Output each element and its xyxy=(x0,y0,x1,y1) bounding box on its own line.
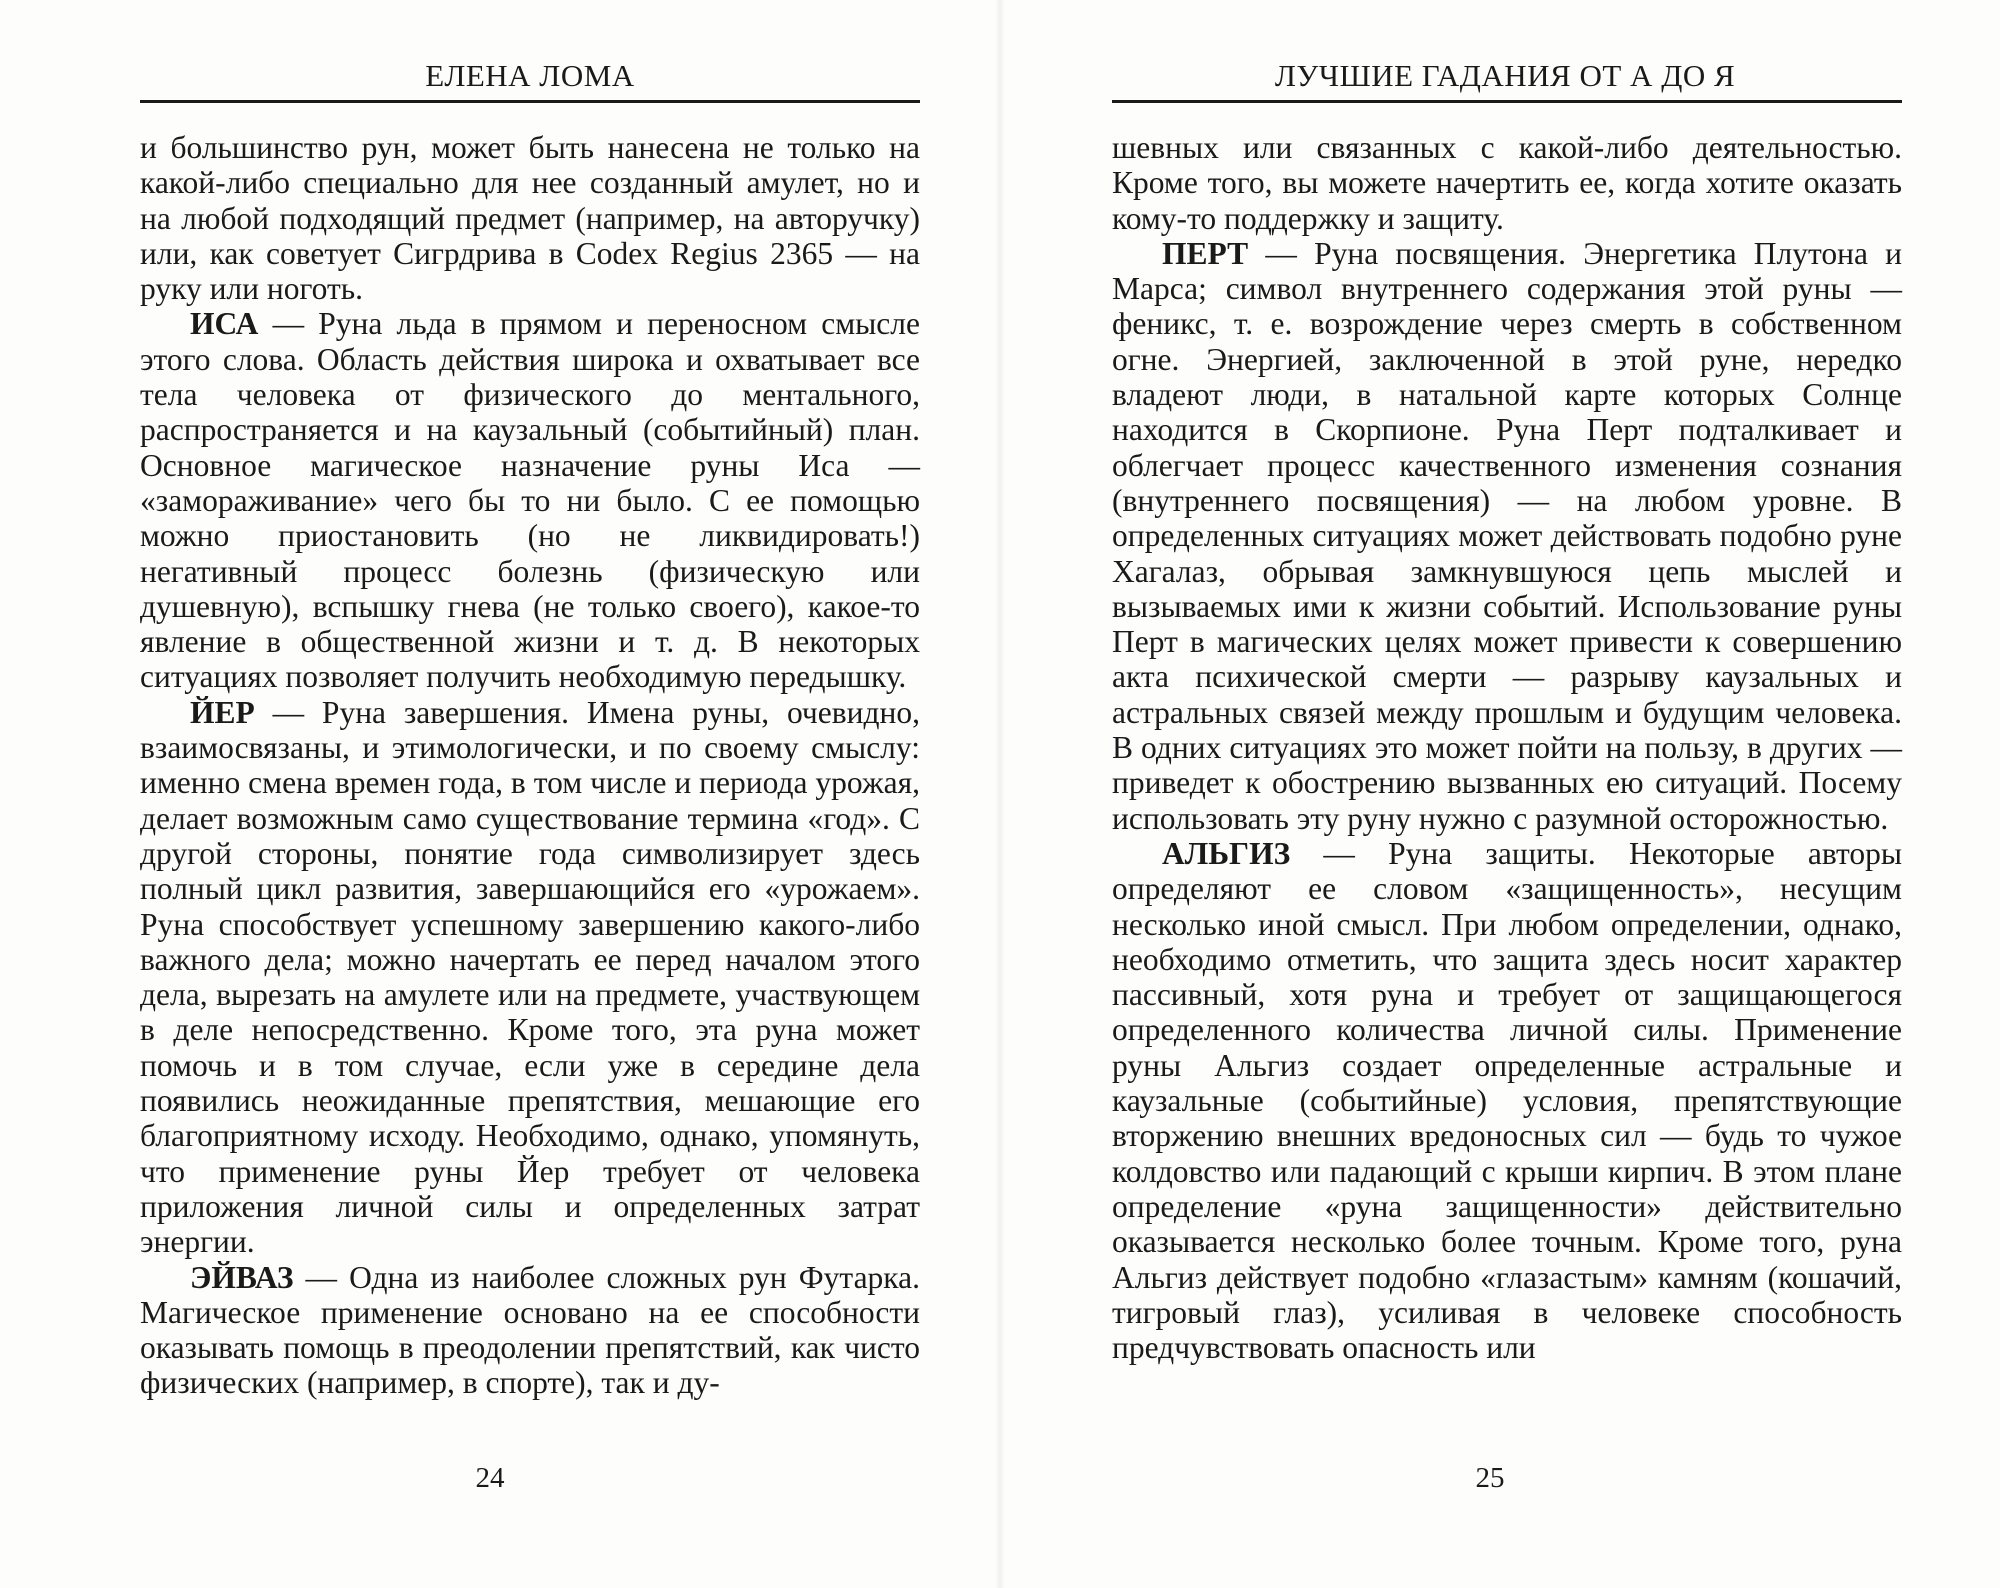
page-number: 25 xyxy=(1475,1462,1505,1494)
header-rule xyxy=(140,100,920,103)
body-text xyxy=(1112,130,1902,1365)
header-rule xyxy=(1112,100,1902,103)
paragraph-jer xyxy=(140,695,920,1260)
paragraph-text: — Руна посвящения. Энергетика Плутона и Марса; символ внутреннего содержания этой руны — феникс, т. е. возрождение через смерть в собственном огне. Энергией, заключенной в этой руне, нередко владеют люди, в натальной карте которых Солнце находится в Скорпионе. Руна Перт подталкивает и облегчает процесс качественного изменения сознания (внутреннего посвящения) — на любом уровне. В определенных ситуациях может действовать подобно руне Хагалаз, обрывая замкнувшуюся цепь мыслей и вызываемых ими к жизни событий. Использование руны Перт в магических целях может привести к совершению акта психической смерти — разрыву каузальных и астральных связей между прошлым и будущим человека. В одних ситуациях это может пойти на пользу, в других — приведет к обострению вызванных ею ситуаций. Посему использовать эту руну нужно с разумной осторожностью. xyxy=(1112,235,1902,836)
running-head-title: ЛУЧШИЕ ГАДАНИЯ ОТ А ДО Я xyxy=(1274,58,1736,93)
paragraph-text: — Руна завершения. Имена руны, очевидно, взаимосвязаны, и этимологически, и по своему смыслу: именно смена времен года, в том числе и периода урожая, делает возможным само существование термина «год». С другой стороны, понятие года символизирует здесь полный цикл развития, завершающийся его «урожаем». Руна способствует успешному завершению какого-либо важного дела; можно начертать ее перед началом этого дела, вырезать на амулете или на предмете, участвующем в деле непосредственно. Кроме того, эта руна может помочь и в том случае, если уже в середине дела появились неожиданные препятствия, мешающие его благоприятному исходу. Необходимо, однако, упомянуть, что применение руны Йер требует от человека приложения личной силы и определенных затрат энергии. xyxy=(140,694,920,1260)
paragraph-text: — Руна защиты. Некоторые авторы определяют ее словом «защищенность», несущим несколько иной смысл. При любом определении, однако, необходимо отметить, что защита здесь носит характер пассивный, хотя руна и требует от защищающегося определенного количества личной силы. Применение руны Альгиз создает определенные астральные и каузальные (событийные) условия, препятствующие вторжению внешних вредоносных сил — будь то чужое колдовство или падающий с крыши кирпич. В этом плане определение «руна защищенности» действительно оказывается несколько более точным. Кроме того, руна Альгиз действует подобно «глазастым» камням (кошачий, тигровый глаз), усиливая в человеке способность предчувствовать опасность или xyxy=(1112,835,1902,1366)
paragraph-pert xyxy=(1112,236,1902,836)
paragraph-continuation xyxy=(1112,130,1902,236)
paragraph-eihwaz xyxy=(140,1260,920,1401)
right-page xyxy=(1000,0,2000,1588)
paragraph-text: — Одна из наиболее сложных рун Футарка. Магическое применение основано на ее способности оказывать помощь в преодолении препятствий, как чисто физических (например, в спорте), так и ду- xyxy=(140,1259,920,1401)
rune-term-pert: ПЕРТ xyxy=(1162,235,1249,271)
body-text xyxy=(140,130,920,1401)
paragraph-text: — Руна льда в прямом и переносном смысле этого слова. Область действия широка и охватывает все тела человека от физического до ментального, распространяется и на каузальный (событийный) план. Основное магическое назначение руны Иса — «замораживание» чего бы то ни было. С ее помощью можно приостановить (но не ликвидировать!) негативный процесс болезнь (физическую или душевную), вспышку гнева (не только своего), какое-то явление в общественной жизни и т. д. В некоторых ситуациях позволяет получить необходимую передышку. xyxy=(140,306,920,695)
paragraph-algiz xyxy=(1112,836,1902,1365)
rune-term-eihwaz: ЭЙВАЗ xyxy=(190,1259,294,1295)
rune-term-algiz: АЛЬГИЗ xyxy=(1162,835,1291,871)
paragraph-text: и большинство рун, может быть нанесена не только на какой-либо специально для нее созданный амулет, но и на любой подходящий предмет (например, на авторучку) или, как советует Сигрдрива в Codex Regius 2365 — на руку или ноготь. xyxy=(140,130,920,307)
paragraph-text: шевных или связанных с какой-либо деятельностью. Кроме того, вы можете начертить ее, когда хотите оказать кому-то поддержку и защиту. xyxy=(1112,130,1902,236)
paragraph-continuation xyxy=(140,130,920,306)
running-head-author: ЕЛЕНА ЛОМА xyxy=(425,58,635,93)
page-number: 24 xyxy=(475,1462,505,1494)
rune-term-isa: ИСА xyxy=(190,306,259,342)
rune-term-jer: ЙЕР xyxy=(190,694,255,730)
paragraph-isa xyxy=(140,306,920,694)
